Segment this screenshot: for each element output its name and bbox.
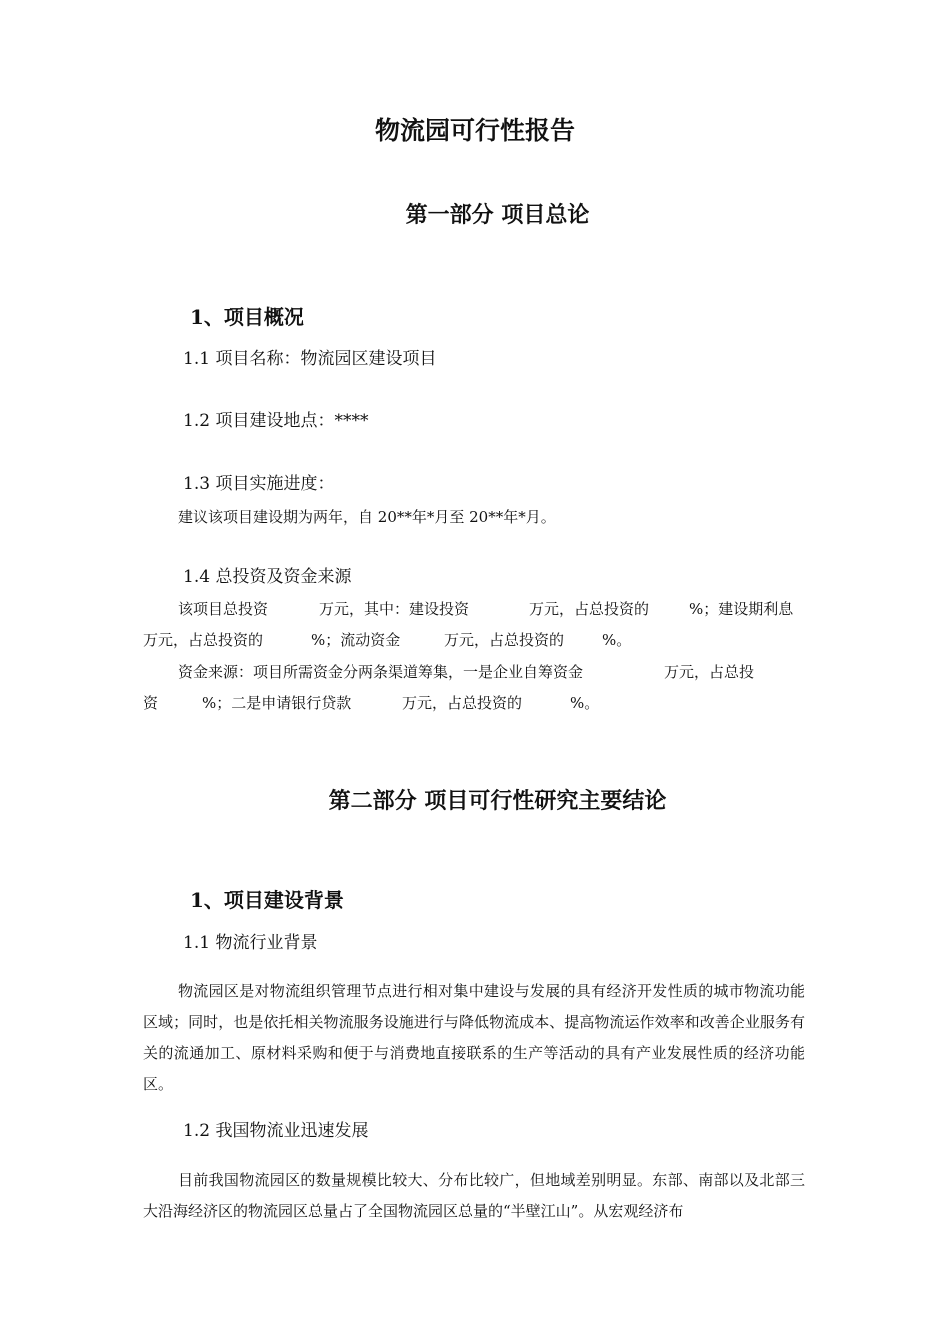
part2-heading: 第二部分 项目可行性研究主要结论 — [328, 788, 667, 814]
item-1-4-heading: 1.4 总投资及资金来源 — [183, 567, 352, 587]
item-1-2-project-location: 1.2 项目建设地点：**** — [183, 411, 369, 431]
item-1-3-heading: 1.3 项目实施进度： — [183, 474, 335, 494]
funding-percent-end: %。 — [570, 694, 600, 712]
funding-paragraph-line-1 — [178, 665, 754, 680]
investment-total-label: 该项目总投资 — [178, 600, 269, 618]
part1-section1-heading: 1、项目概况 — [190, 305, 304, 329]
part2-section1-heading: 1、项目建设背景 — [190, 888, 344, 912]
investment-construction-ratio-label: 万元，占总投资的 — [529, 600, 650, 618]
investment-working-capital-ratio-label: 万元，占总投资的 — [444, 631, 565, 649]
item-1-1-project-name: 1.1 项目名称：物流园区建设项目 — [183, 349, 437, 369]
investment-working-capital-label: %；流动资金 — [311, 631, 401, 649]
investment-interest-ratio-label: 万元，占总投资的 — [143, 631, 264, 649]
investment-percent-end: %。 — [602, 631, 632, 649]
funding-ratio-label: 资 — [143, 694, 159, 712]
investment-paragraph-line-1 — [178, 602, 793, 617]
funding-paragraph-line-2 — [143, 696, 599, 711]
funding-self-raised-label: 资金来源：项目所需资金分两条渠道筹集，一是企业自筹资金 — [178, 663, 584, 681]
item-1-3-text: 建议该项目建设期为两年，自 20**年*月至 20**年*月。 — [178, 508, 556, 526]
funding-bank-loan-ratio-label: 万元，占总投资的 — [402, 694, 523, 712]
rapid-development-paragraph: 目前我国物流园区的数量规模比较大、分布比较广，但地域差别明显。东部、南部以及北部三大沿海经济区的物流园区总量占了全国物流园区总量的“半壁江山”。从宏观经济布 — [143, 1171, 805, 1220]
item-1-1-industry-background-heading: 1.1 物流行业背景 — [183, 933, 318, 953]
document-title: 物流园可行性报告 — [374, 116, 575, 145]
funding-self-raised-ratio-label: 万元，占总投 — [664, 663, 755, 681]
investment-interest-label: %；建设期利息 — [689, 600, 794, 618]
funding-bank-loan-label: %；二是申请银行贷款 — [202, 694, 352, 712]
investment-construction-label: 万元，其中：建设投资 — [319, 600, 470, 618]
industry-background-paragraph: 物流园区是对物流组织管理节点进行相对集中建设与发展的具有经济开发性质的城市物流功能区域；同时，也是依托相关物流服务设施进行与降低物流成本、提高物流运作效率和改善企业服务有关的流通加工、原材料采购和便于与消费地直接联系的生产等活动的具有产业发展性质的经济功能区。 — [143, 982, 805, 1093]
item-1-2-rapid-development-heading: 1.2 我国物流业迅速发展 — [183, 1121, 369, 1141]
part1-heading: 第一部分 项目总论 — [405, 202, 590, 228]
investment-paragraph-line-2 — [143, 633, 631, 648]
